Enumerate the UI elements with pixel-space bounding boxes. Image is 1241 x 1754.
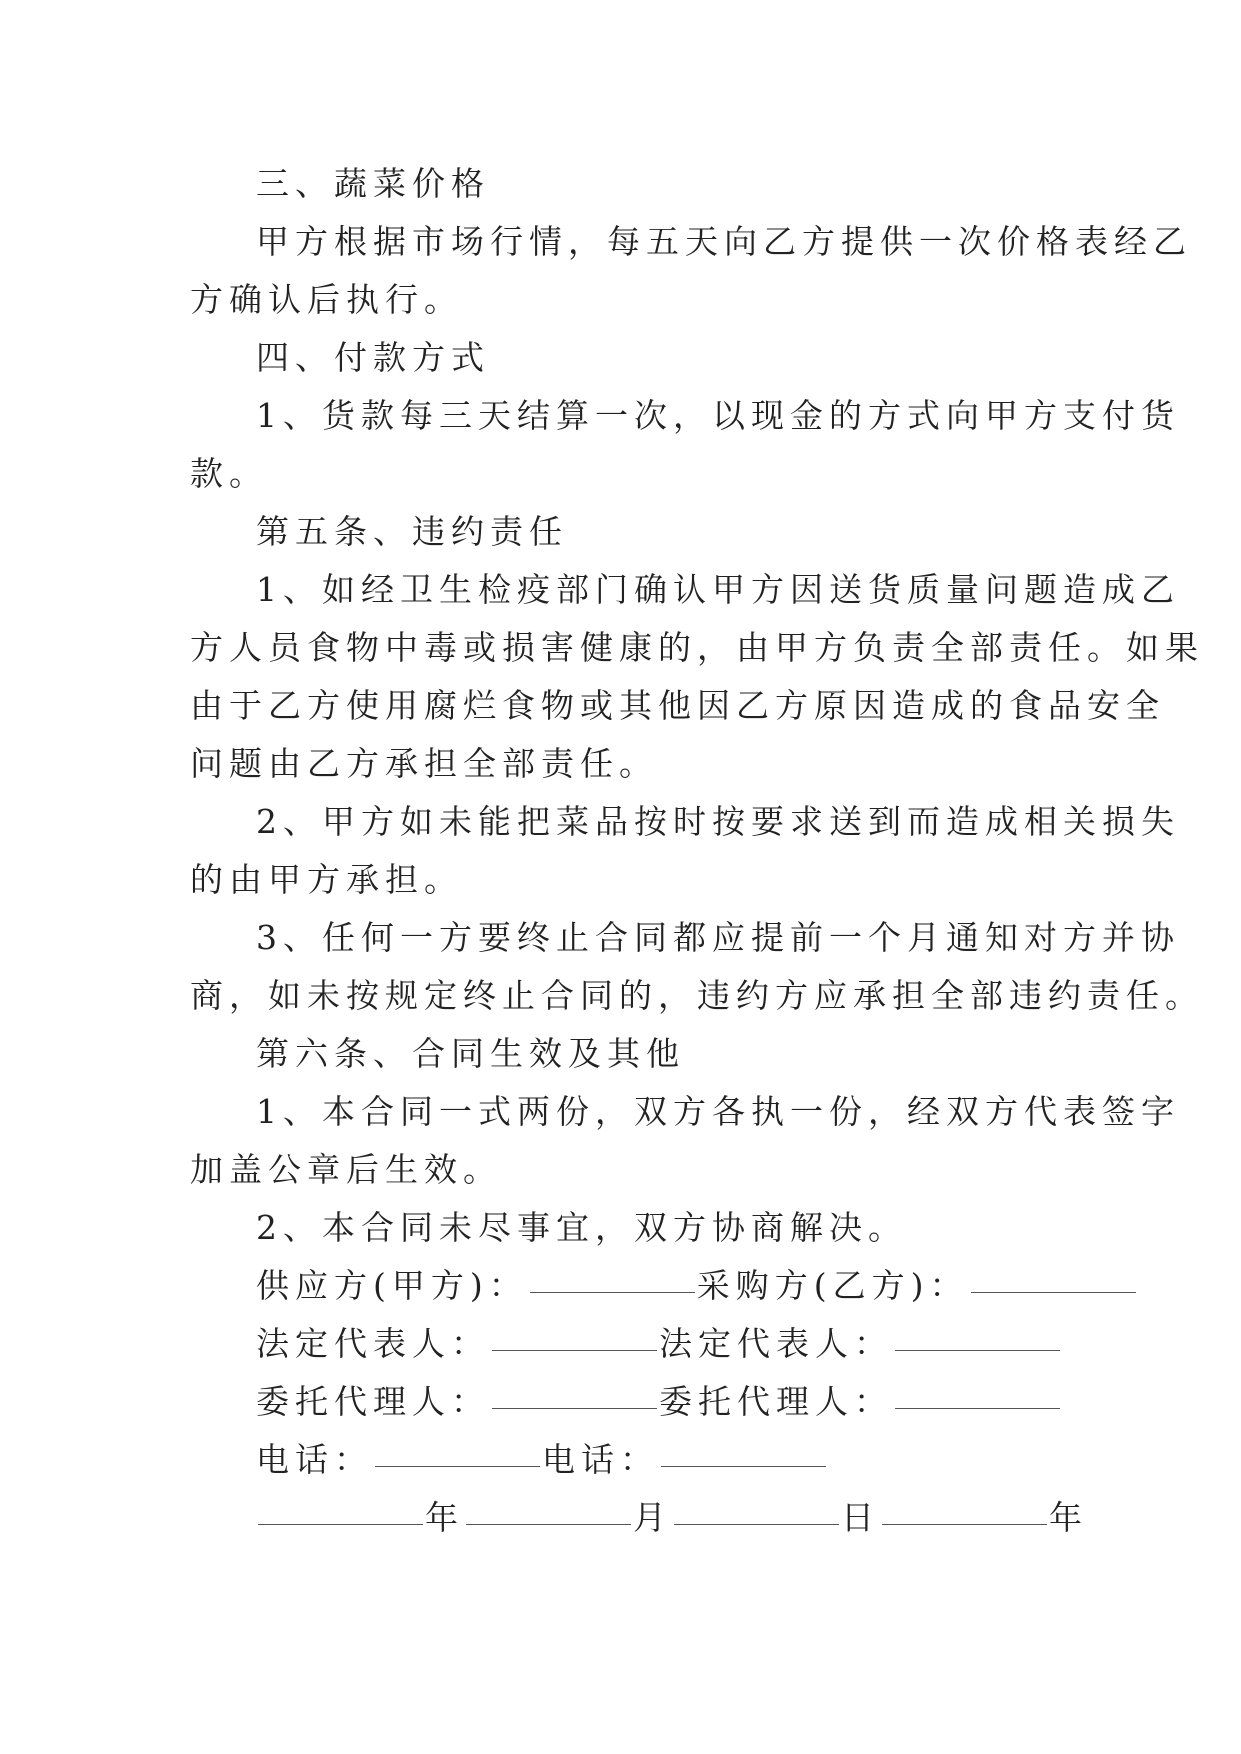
day-label: 日 [841, 1498, 880, 1537]
section-heading-vegetable-price: 三、蔬菜价格 [256, 164, 490, 203]
paragraph-line: 由于乙方使用腐烂食物或其他因乙方原因造成的食品安全 [190, 686, 1165, 725]
signature-row-parties [190, 1257, 1050, 1315]
phone-label: 电话： [256, 1440, 373, 1479]
signature-row-date [190, 1489, 1088, 1547]
paragraph-line: 3、任何一方要终止合同都应提前一个月通知对方并协 [256, 918, 1180, 957]
supplier-label: 供应方(甲方)： [256, 1266, 528, 1305]
legal-rep-blank-a[interactable] [492, 1349, 657, 1351]
legal-rep-blank-b[interactable] [895, 1349, 1060, 1351]
signature-row-agent [190, 1373, 1050, 1431]
supplier-blank[interactable] [530, 1291, 695, 1293]
paragraph-line: 1、本合同一式两份，双方各执一份，经双方代表签字 [256, 1092, 1180, 1131]
paragraph-line: 加盖公章后生效。 [190, 1150, 502, 1189]
paragraph-line: 问题由乙方承担全部责任。 [190, 744, 658, 783]
paragraph-line: 方确认后执行。 [190, 280, 463, 319]
month-blank[interactable] [466, 1523, 631, 1525]
month-label: 月 [633, 1498, 672, 1537]
paragraph-line: 2、本合同未尽事宜，双方协商解决。 [256, 1208, 907, 1247]
paragraph-line: 商，如未按规定终止合同的，违约方应承担全部违约责任。 [190, 976, 1204, 1015]
phone-blank-b[interactable] [661, 1465, 826, 1467]
paragraph-line: 款。 [190, 454, 268, 493]
year-label: 年 [425, 1498, 464, 1537]
paragraph-line: 2、甲方如未能把菜品按时按要求送到而造成相关损失 [256, 802, 1180, 841]
paragraph-line: 的由甲方承担。 [190, 860, 463, 899]
year-label: 年 [1049, 1498, 1088, 1537]
agent-label: 委托代理人： [659, 1382, 893, 1421]
document-page [190, 155, 1204, 1547]
phone-blank-a[interactable] [375, 1465, 540, 1467]
section-heading-payment-method: 四、付款方式 [256, 338, 490, 377]
agent-blank-b[interactable] [895, 1407, 1060, 1409]
day-blank[interactable] [674, 1523, 839, 1525]
buyer-label: 采购方(乙方)： [696, 1266, 969, 1305]
legal-rep-label: 法定代表人： [659, 1324, 893, 1363]
signature-row-phone [190, 1431, 1050, 1489]
paragraph-line: 1、货款每三天结算一次，以现金的方式向甲方支付货 [256, 396, 1180, 435]
signature-row-legal-rep [190, 1315, 1050, 1373]
article-heading-breach-liability: 第五条、违约责任 [256, 512, 568, 551]
phone-label: 电话： [542, 1440, 659, 1479]
paragraph-line: 甲方根据市场行情，每五天向乙方提供一次价格表经乙 [256, 222, 1192, 261]
agent-blank-a[interactable] [492, 1407, 657, 1409]
year-blank-2[interactable] [882, 1523, 1047, 1525]
year-blank[interactable] [258, 1523, 423, 1525]
article-heading-effectiveness: 第六条、合同生效及其他 [256, 1034, 685, 1073]
paragraph-line: 1、如经卫生检疫部门确认甲方因送货质量问题造成乙 [256, 570, 1180, 609]
buyer-blank[interactable] [971, 1291, 1136, 1293]
paragraph-line: 方人员食物中毒或损害健康的，由甲方负责全部责任。如果 [190, 628, 1204, 667]
legal-rep-label: 法定代表人： [256, 1324, 490, 1363]
agent-label: 委托代理人： [256, 1382, 490, 1421]
